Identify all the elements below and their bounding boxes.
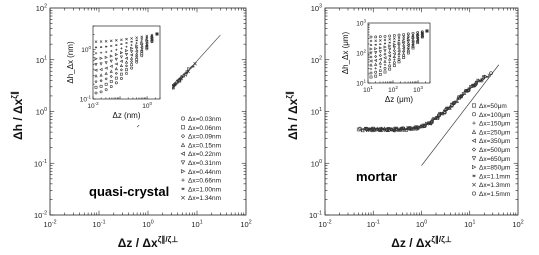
- legend-label: Δx=1.1mm: [479, 173, 511, 181]
- y-tick-label: $10^{-2}$: [33, 210, 47, 220]
- legend-marker: [472, 104, 475, 107]
- x-tick-label: $10^1$: [191, 219, 203, 229]
- inset-y-tick-label: $10^0$: [81, 45, 91, 55]
- legend-label: Δx=1.3mm: [479, 182, 511, 190]
- legend: [472, 103, 510, 198]
- chart-panel-1: [10, 4, 252, 250]
- panel-label: mortar: [356, 169, 398, 184]
- legend-label: Δx=0.66nm: [188, 177, 222, 185]
- legend-marker: [181, 134, 184, 137]
- legend-marker: [472, 121, 475, 124]
- legend-marker: [181, 126, 184, 129]
- y-tick-label: $10^3$: [310, 3, 322, 13]
- inset-chart: [65, 18, 172, 125]
- inset-x-tick-label: $10^2$: [388, 85, 398, 94]
- y-tick-label: $10^{-1}$: [308, 210, 322, 220]
- legend-marker: [472, 130, 475, 133]
- legend-label: Δx=500μm: [479, 147, 511, 154]
- chart-panel-2: [285, 4, 524, 250]
- legend-marker: [472, 113, 475, 116]
- inset-y-axis-label: Δh_Δx (μm): [341, 31, 350, 75]
- y-axis-label: Δh / $\Delta x^{\zeta\parallel}$: [10, 91, 25, 140]
- legend-marker: [181, 143, 184, 146]
- x-tick-label: $10^2$: [240, 219, 252, 229]
- legend-marker: [181, 196, 184, 199]
- y-tick-label: $10^0$: [35, 107, 47, 117]
- legend-label: Δx=0.06nm: [188, 124, 222, 132]
- y-axis-label: Δh / $\Delta x^{\zeta\parallel}$: [285, 91, 300, 140]
- data-point: [192, 65, 195, 67]
- legend-marker: [472, 148, 475, 151]
- legend-marker: [472, 175, 475, 177]
- legend-marker: [472, 183, 475, 186]
- legend-marker: [181, 152, 184, 155]
- legend-label: Δx=0.31nm: [188, 160, 222, 167]
- legend-label: Δx=350μm: [479, 138, 511, 146]
- y-tick-label: $10^{-1}$: [33, 158, 47, 169]
- x-tick-label: $10^0$: [142, 219, 154, 229]
- inset-y-tick-label: $10^2$: [356, 48, 366, 58]
- legend-label: Δx=850μm: [479, 164, 511, 172]
- legend-label: Δx=1.34nm: [188, 195, 222, 203]
- data-point: [488, 74, 491, 77]
- legend-marker: [181, 170, 184, 173]
- x-axis-label: Δz / $\Delta x^{\zeta\parallel/\zeta\perp}$: [391, 235, 452, 250]
- legend-label: Δx=100μm: [479, 111, 511, 119]
- legend-label: Δx=150μm: [479, 120, 511, 128]
- inset-chart: [340, 15, 442, 109]
- legend-label: Δx=0.44nm: [188, 168, 222, 176]
- legend-label: Δx=50μm: [479, 103, 507, 110]
- x-tick-label: $10^{-1}$: [366, 219, 380, 229]
- panel-label: quasi-crystal: [89, 184, 170, 199]
- legend-label: Δx=650μm: [479, 155, 511, 163]
- legend-label: Δx=0.03nm: [188, 116, 222, 123]
- inset-x-tick-label: $10^1$: [363, 85, 373, 94]
- x-tick-label: $10^{-1}$: [92, 219, 106, 229]
- data-point: [188, 67, 191, 70]
- x-tick-label: $10^{-2}$: [318, 219, 332, 229]
- legend-marker: [181, 188, 184, 190]
- inset-y-tick-label: $10^3$: [356, 18, 366, 28]
- inset-x-axis-label: Δz (μm): [384, 95, 414, 104]
- inset-y-axis-label: Δh_Δx (nm): [66, 41, 75, 84]
- y-tick-label: $10^1$: [35, 55, 47, 65]
- inset-x-tick-label: $10^{-2}$: [87, 101, 99, 110]
- legend-marker: [472, 139, 475, 142]
- y-tick-label: $10^0$: [310, 158, 322, 169]
- x-axis-label: Δz / $\Delta x^{\zeta\parallel/\zeta\perp}$: [117, 235, 179, 250]
- legend-marker: [181, 178, 184, 181]
- x-tick-label: $10^0$: [415, 219, 428, 229]
- legend-marker: [181, 161, 184, 164]
- legend-label: Δx=0.15nm: [188, 142, 222, 150]
- y-tick-label: $10^2$: [310, 55, 322, 65]
- inset-y-tick-label: $10^1$: [356, 78, 366, 88]
- y-tick-label: $10^1$: [310, 107, 322, 117]
- legend-label: Δx=1.5mm: [479, 191, 511, 198]
- legend-label: Δx=250μm: [479, 129, 511, 137]
- legend-label: Δx=1.00nm: [188, 186, 222, 194]
- inset-y-tick-label: $10^{-1}$: [79, 94, 91, 104]
- legend-label: Δx=0.22nm: [188, 151, 222, 159]
- legend-marker: [472, 157, 475, 160]
- legend: [181, 116, 221, 202]
- inset-x-tick-label: $10^3$: [413, 85, 423, 94]
- legend-marker: [181, 117, 184, 120]
- x-tick-label: $10^2$: [512, 219, 524, 229]
- x-tick-label: $10^1$: [464, 219, 476, 229]
- y-tick-label: $10^2$: [35, 3, 47, 13]
- x-tick-label: $10^{-2}$: [43, 219, 57, 229]
- legend-marker: [472, 192, 475, 195]
- inset-x-axis-label: Δz (nm): [112, 111, 141, 120]
- legend-label: Δx=0.09nm: [188, 133, 222, 141]
- inset-x-tick-label: $10^0$: [142, 101, 152, 110]
- legend-marker: [472, 165, 475, 168]
